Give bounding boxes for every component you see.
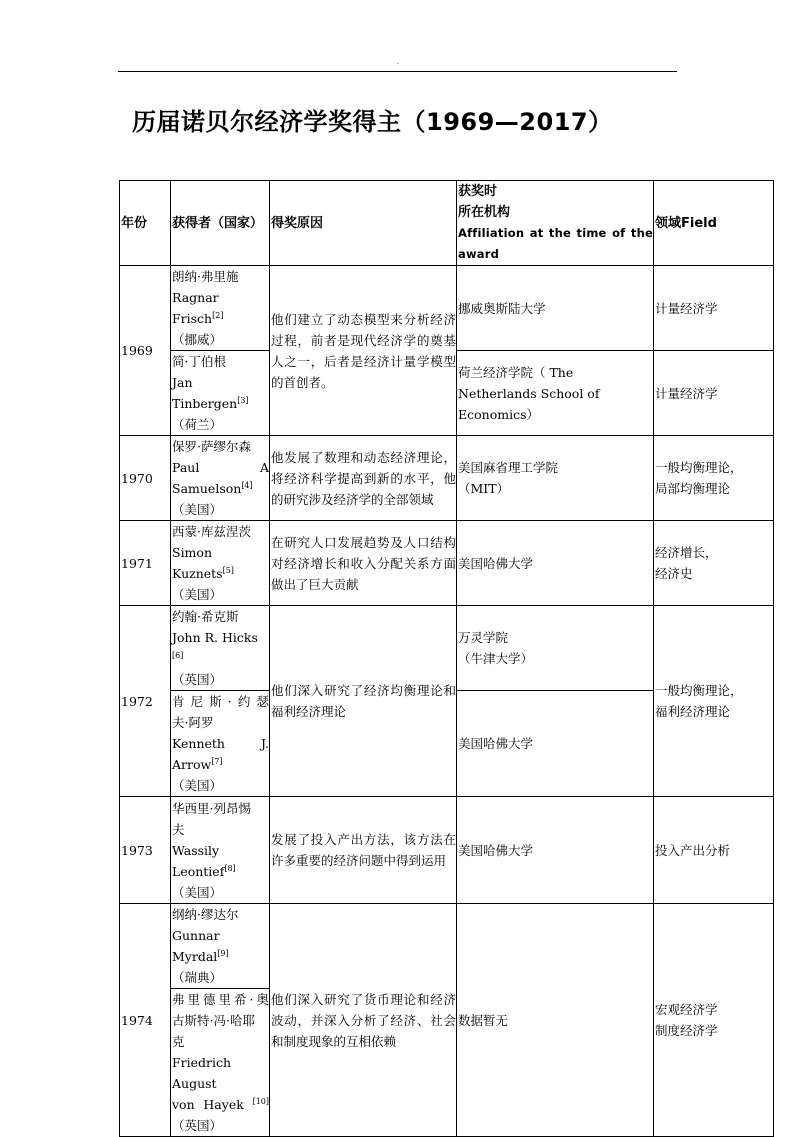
laureate-cell xyxy=(171,691,270,797)
table-row xyxy=(120,521,774,606)
field-cell xyxy=(654,436,774,521)
affiliation-cell: 美国哈佛大学 xyxy=(457,691,654,797)
footnote-ref: [9] xyxy=(217,949,229,958)
reason-cell: 在研究人口发展趋势及人口结构对经济增长和收入分配关系方面做出了巨大贡献 xyxy=(270,521,457,606)
laureate-country: （美国） xyxy=(172,587,223,602)
header-year: 年份 xyxy=(120,181,171,266)
table-row xyxy=(120,436,774,521)
header-field: 领域Field xyxy=(654,181,774,266)
field-line: 经济增长， xyxy=(655,545,718,560)
reason-cell: 他发展了数理和动态经济理论，将经济科学提高到新的水平，他的研究涉及经济学的全部领域 xyxy=(270,436,457,521)
header-reason: 得奖原因 xyxy=(270,181,457,266)
field-cell xyxy=(654,904,774,1137)
year-cell: 1974 xyxy=(120,904,171,1137)
field-cell: 计量经济学 xyxy=(654,266,774,351)
header-affiliation-cn-2: 所在机构 xyxy=(458,205,511,220)
laureate-name-cn-2: 古斯特·冯·哈耶 xyxy=(172,1013,255,1028)
affiliation-line: 万灵学院 xyxy=(458,630,509,645)
laureate-country: （英国） xyxy=(172,672,223,687)
header-dot: · xyxy=(397,61,399,68)
field-line: 经济史 xyxy=(655,566,693,581)
affiliation-line: （牛津大学） xyxy=(458,651,534,666)
affiliation-cell: 荷兰经济学院（ The Netherlands School of Economics） xyxy=(457,351,654,436)
footnote-ref: [2] xyxy=(212,311,224,320)
laureate-name-en-2: Arrow[7] xyxy=(172,757,223,772)
laureate-name-cn: 保罗·萨缪尔森 xyxy=(172,439,251,454)
header-affiliation-en: Affiliation at the time of the award xyxy=(458,226,653,261)
field-line: 制度经济学 xyxy=(655,1023,718,1038)
header-affiliation xyxy=(457,181,654,266)
year-cell: 1970 xyxy=(120,436,171,521)
laureate-name-cn: 纲纳·缪达尔 xyxy=(172,907,239,922)
laureate-cell xyxy=(171,989,270,1137)
laureate-name-cn-3: 克 xyxy=(172,1034,185,1049)
field-cell: 投入产出分析 xyxy=(654,797,774,904)
laureate-name-cn: 弗里德里希·奥 xyxy=(172,992,269,1007)
field-line: 局部均衡理论 xyxy=(655,481,731,496)
affiliation-cell xyxy=(457,436,654,521)
year-cell: 1972 xyxy=(120,606,171,797)
reason-cell: 发展了投入产出方法，该方法在许多重要的经济问题中得到运用 xyxy=(270,797,457,904)
laureate-name-en-2: Leontief[8] xyxy=(172,863,236,879)
laureate-name-en: John R. Hicks [6] xyxy=(172,630,258,660)
laureate-name-cn: 朗纳·弗里施 xyxy=(172,269,239,284)
footnote-ref: [10] xyxy=(252,1097,269,1106)
reason-cell: 他们深入研究了经济均衡理论和福利经济理论 xyxy=(270,606,457,797)
field-line: 宏观经济学 xyxy=(655,1002,718,1017)
laureate-cell xyxy=(171,904,270,989)
field-line: 福利经济理论 xyxy=(655,704,731,719)
table-row xyxy=(120,797,774,904)
laureate-name-cn: 简·丁伯根 xyxy=(172,354,226,369)
laureate-country: （挪威） xyxy=(172,332,223,347)
affiliation-line: （MIT） xyxy=(458,481,510,496)
laureate-country: （荷兰） xyxy=(172,417,223,432)
laureate-cell xyxy=(171,797,270,904)
laureate-cell xyxy=(171,521,270,606)
laureate-country: （瑞典） xyxy=(172,970,223,985)
laureate-name-en: Paul A xyxy=(172,460,269,475)
year-cell: 1973 xyxy=(120,797,171,904)
laureate-name-en: Kenneth J. xyxy=(172,736,269,751)
affiliation-cell: 数据暂无 xyxy=(457,904,654,1137)
header-laureate: 获得者（国家） xyxy=(171,181,270,266)
affiliation-line: 美国麻省理工学院 xyxy=(458,460,559,475)
laureate-cell xyxy=(171,436,270,521)
laureate-country: （美国） xyxy=(172,502,223,517)
laureate-name-en: Ragnar Frisch[2] xyxy=(172,290,224,326)
laureate-name-en-2: Samuelson[4] xyxy=(172,481,253,496)
table-row xyxy=(120,606,774,691)
header-rule xyxy=(118,71,677,72)
field-line: 一般均衡理论， xyxy=(655,683,743,698)
table-row xyxy=(120,904,774,989)
laureate-cell xyxy=(171,266,270,351)
field-cell xyxy=(654,521,774,606)
laureate-name-en: Simon Kuznets[5] xyxy=(172,545,234,581)
laureate-country: （美国） xyxy=(172,884,223,900)
laureate-name-en: Jan Tinbergen[3] xyxy=(172,375,249,411)
footnote-ref: [8] xyxy=(224,863,236,873)
laureate-country: （英国） xyxy=(172,1118,223,1133)
field-line: 一般均衡理论， xyxy=(655,460,743,475)
laureate-name-cn: 华西里·列昂惕 xyxy=(172,800,251,816)
laureate-name-cn: 西蒙·库兹涅茨 xyxy=(172,524,251,539)
year-cell: 1971 xyxy=(120,521,171,606)
field-cell xyxy=(654,606,774,797)
header-affiliation-cn-1: 获奖时 xyxy=(458,184,498,199)
laureate-name-en: Friedrich August xyxy=(172,1055,232,1091)
laureates-table xyxy=(119,180,774,1137)
laureate-name-cn-2: 夫 xyxy=(172,821,185,837)
laureate-cell xyxy=(171,351,270,436)
laureate-name-cn: 肯尼斯·约瑟 xyxy=(172,694,269,709)
laureate-cell xyxy=(171,606,270,691)
laureate-country: （美国） xyxy=(172,778,223,793)
field-cell: 计量经济学 xyxy=(654,351,774,436)
affiliation-cell: 美国哈佛大学 xyxy=(457,521,654,606)
affiliation-cell: 美国哈佛大学 xyxy=(457,797,654,904)
affiliation-cell xyxy=(457,606,654,691)
footnote-ref: [7] xyxy=(211,757,223,766)
year-cell: 1969 xyxy=(120,266,171,436)
table-header-row xyxy=(120,181,774,266)
footnote-ref: [4] xyxy=(241,481,253,490)
laureate-name-en: Wassily xyxy=(172,842,220,858)
laureate-name-cn-2: 夫·阿罗 xyxy=(172,715,214,730)
affiliation-cell: 挪威奥斯陆大学 xyxy=(457,266,654,351)
footnote-ref: [3] xyxy=(237,396,249,405)
laureate-name-en: Gunnar Myrdal[9] xyxy=(172,928,229,964)
footnote-ref: [5] xyxy=(222,566,234,575)
laureate-name-cn: 约翰·希克斯 xyxy=(172,609,239,624)
reason-cell: 他们深入研究了货币理论和经济波动，并深入分析了经济、社会和制度现象的互相依赖 xyxy=(270,904,457,1137)
laureate-name-en-2: von Hayek [10] xyxy=(172,1097,269,1112)
footnote-ref: [6] xyxy=(172,651,184,660)
reason-cell: 他们建立了动态模型来分析经济过程，前者是现代经济学的奠基人之一，后者是经济计量学模型的首创者。 xyxy=(270,266,457,436)
table-row xyxy=(120,266,774,351)
page-title: 历届诺贝尔经济学奖得主（1969—2017） xyxy=(132,108,613,136)
